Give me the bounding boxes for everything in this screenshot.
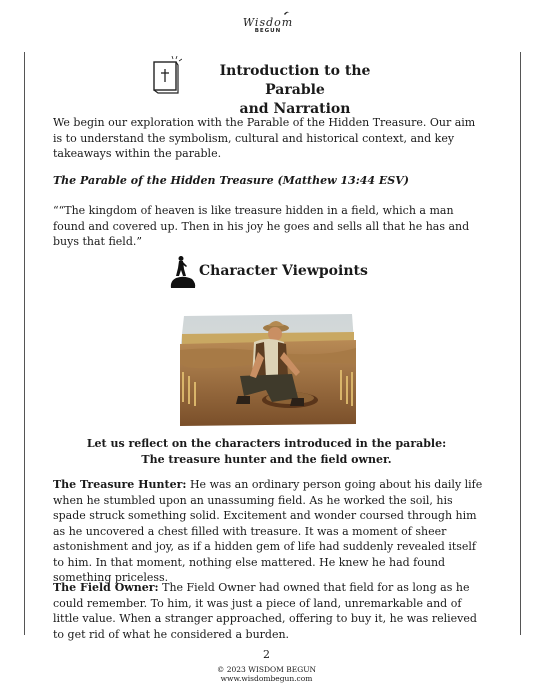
section-title	[190, 62, 400, 119]
hiker-on-rock-icon	[170, 255, 196, 289]
parable-title: The Parable of the Hidden Treasure (Matthew 13:44 ESV)	[53, 174, 409, 187]
treasure-hunter-illustration	[180, 312, 356, 426]
field-owner-lead: The Field Owner:	[53, 581, 159, 594]
reflection-line1: Let us reflect on the characters introduced in the parable:	[86, 437, 447, 450]
section-heading-introduction	[152, 56, 392, 117]
footer-copyright	[0, 665, 533, 683]
reflection-line2: The treasure hunter and the field owner.	[141, 452, 392, 466]
section-title-line2: and Narration	[239, 101, 351, 117]
page-number: 2	[263, 648, 270, 661]
section-heading-characters	[170, 255, 380, 291]
treasure-hunter-text: He was an ordinary person going about his daily life when he stumbled upon an unassuming field. As he worked the soil, his spade struck something solid. Excitement and wonder coursed through him as he uncovered a chest filled with treasure. It was a moment of sheer astonishment and joy, as if a hidden gem of life had suddenly revealed itself to him. In that moment, nothing else mattered. He knew he had found something priceless.	[53, 478, 483, 584]
bible-icon	[152, 56, 182, 94]
logo-script-text: Wisdom	[242, 16, 294, 29]
wisdom-begun-logo	[238, 10, 298, 44]
intro-paragraph: We begin our exploration with the Parable of the Hidden Treasure. Our aim is to understand the symbolism, cultural and historical context, and key takeaways within the parable.	[53, 116, 476, 160]
right-margin-rule	[520, 52, 521, 635]
section-title-line1: Introduction to the Parable	[219, 63, 371, 98]
logo-sub-text: BEGUN	[254, 28, 282, 34]
character-viewpoints-title: Character Viewpoints	[199, 263, 368, 279]
footer-url[interactable]: www.wisdombegun.com	[220, 674, 313, 683]
parable-quote: ““The kingdom of heaven is like treasure hidden in a field, which a man found and covered up. Then in his joy he goes and sells all that he has and buys that field.”	[53, 204, 470, 248]
treasure-hunter-lead: The Treasure Hunter:	[53, 478, 187, 491]
reflection-heading	[40, 436, 493, 467]
left-margin-rule	[24, 52, 25, 635]
field-owner-paragraph	[53, 580, 483, 642]
copyright-text: © 2023 WISDOM BEGUN	[216, 665, 317, 674]
treasure-hunter-paragraph	[53, 477, 483, 586]
field-owner-text: The Field Owner had owned that field for as long as he could remember. To him, it was just a piece of land, unremarkable and of little value. When a stranger approached, offering to buy it, he was relieved to get rid of what he considered a burden.	[53, 581, 477, 641]
